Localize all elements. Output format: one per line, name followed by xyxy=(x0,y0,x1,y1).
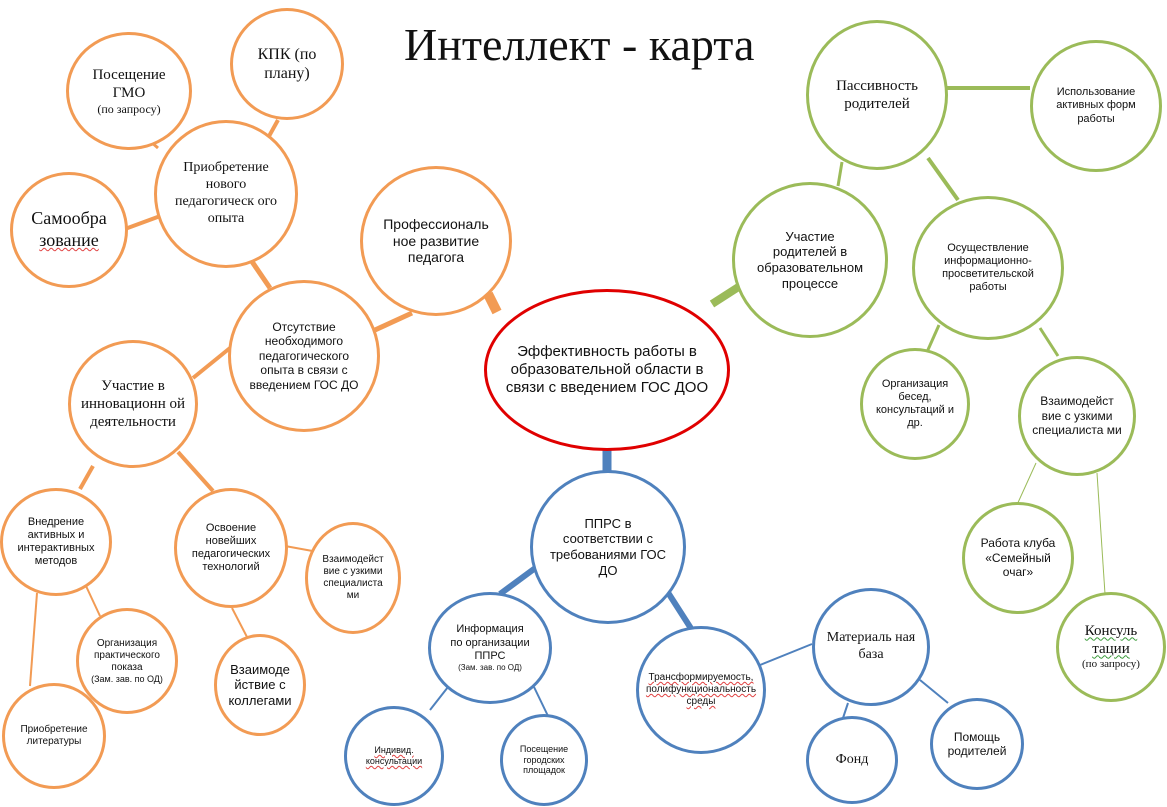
connector xyxy=(1016,463,1036,507)
connector xyxy=(488,294,497,312)
node-consultations-label-1: Консуль xyxy=(1084,623,1138,640)
connector xyxy=(80,466,93,489)
node-lack-of-experience xyxy=(228,280,380,432)
node-family-club xyxy=(962,502,1074,614)
node-active-forms-label: Использование активных форм работы xyxy=(1056,86,1136,125)
node-gmo-note: (по запросу) xyxy=(97,101,161,116)
node-gmo xyxy=(66,32,192,150)
node-implement-methods-label: Внедрение активных и интерактивных методов xyxy=(17,515,95,568)
connector xyxy=(667,591,692,630)
node-info-education-label: Осуществление информационно-просветительской работы xyxy=(942,241,1034,294)
connector xyxy=(86,586,100,616)
connector xyxy=(375,313,412,330)
node-ppr-label: ППРС в соответствии с требованиями ГОС ДО xyxy=(549,515,667,578)
node-info-education xyxy=(912,196,1064,340)
node-new-experience-label: Приобретение нового педагогическ ого опыта xyxy=(175,160,277,226)
node-info-ppr xyxy=(428,592,552,704)
node-info-ppr-label: Информация по организации ППРС xyxy=(450,623,530,662)
node-transformability-label: Трансформируемость, полифункциональность среды xyxy=(645,672,757,707)
node-interaction-specialists-right xyxy=(1018,356,1136,476)
node-info-ppr-note: (Зам. зав. по ОД) xyxy=(458,662,522,672)
node-active-forms xyxy=(1030,40,1162,172)
connector xyxy=(232,608,247,637)
node-kpk-label: КПК (по плану) xyxy=(257,45,317,82)
node-master-technologies-label: Освоение новейших педагогических технологий xyxy=(191,521,271,574)
node-self-education-label-2: зование xyxy=(39,230,99,250)
node-interaction-specialists-right-label: Взаимодейст вие с узкими специалиста ми xyxy=(1032,394,1122,438)
node-city-sites-label: Посещение городских площадок xyxy=(519,743,569,776)
node-ppr xyxy=(530,470,686,624)
node-new-experience xyxy=(154,120,298,268)
node-self-education-label-1: Самообра xyxy=(31,208,107,229)
node-gmo-label: Посещение ГМО xyxy=(92,66,166,101)
connector xyxy=(760,644,812,665)
node-interaction-specialists-left xyxy=(305,522,401,634)
connector xyxy=(430,687,448,710)
node-practical-show-note: (Зам. зав. по ОД) xyxy=(91,673,163,684)
node-parents-participation xyxy=(732,182,888,338)
node-colleagues-label: Взаимоде йствие с коллегами xyxy=(228,661,292,708)
page-title: Интеллект - карта xyxy=(404,19,755,70)
node-kpk xyxy=(230,8,344,120)
node-talks-label: Организация бесед, консультаций и др. xyxy=(876,377,954,430)
node-self-education xyxy=(10,172,128,288)
connector xyxy=(193,348,230,378)
connector xyxy=(928,158,958,200)
node-consultations-note: (по запросу) xyxy=(1082,658,1140,671)
connector xyxy=(920,680,948,703)
node-parents-passivity-label: Пассивность родителей xyxy=(836,78,918,112)
connector xyxy=(500,566,538,594)
node-professional-development-label: Профессиональ ное развитие педагога xyxy=(383,215,489,266)
node-center-label: Эффективность работы в образовательной области в связи с введением ГОС ДОО xyxy=(505,343,709,396)
node-professional-development xyxy=(360,166,512,316)
node-literature xyxy=(2,683,106,789)
connector xyxy=(927,325,939,352)
node-master-technologies xyxy=(174,488,288,608)
node-lack-of-experience-label: Отсутствие необходимого педагогического опыта в связи с введением ГОС ДО xyxy=(249,320,359,392)
node-colleagues xyxy=(214,634,306,736)
connector xyxy=(712,286,740,304)
connector xyxy=(30,593,37,686)
connector xyxy=(1097,473,1105,594)
node-parents-passivity xyxy=(806,20,948,170)
node-parents-help-label: Помощь родителей xyxy=(947,729,1007,758)
node-innovation-label: Участие в инновационн ой деятельности xyxy=(81,378,186,430)
node-individual-consultations-label: Индивид. консультации xyxy=(365,745,423,766)
node-fund-label: Фонд xyxy=(835,751,869,767)
connector xyxy=(1040,328,1058,356)
node-implement-methods xyxy=(0,488,112,596)
node-talks xyxy=(860,348,970,460)
node-consultations-label-2: тации xyxy=(1092,641,1130,658)
node-material-base xyxy=(812,588,930,706)
connector xyxy=(178,452,213,491)
node-innovation xyxy=(68,340,198,468)
node-city-sites xyxy=(500,714,588,806)
node-individual-consultations xyxy=(344,706,444,806)
connector xyxy=(534,687,548,716)
node-material-base-label: Материаль ная база xyxy=(826,630,916,662)
node-parents-participation-label: Участие родителей в образовательном процессе xyxy=(756,228,864,291)
node-practical-show-label: Организация практического показа xyxy=(93,637,160,673)
node-transformability xyxy=(636,626,766,754)
node-parents-help xyxy=(930,698,1024,790)
node-literature-label: Приобретение литературы xyxy=(20,724,88,747)
node-interaction-specialists-left-label: Взаимодейст вие с узкими специалиста ми xyxy=(322,554,384,601)
connector xyxy=(838,162,842,186)
node-center xyxy=(484,289,730,451)
node-fund xyxy=(806,716,898,804)
node-family-club-label: Работа клуба «Семейный очаг» xyxy=(980,536,1056,580)
node-consultations xyxy=(1056,592,1166,702)
